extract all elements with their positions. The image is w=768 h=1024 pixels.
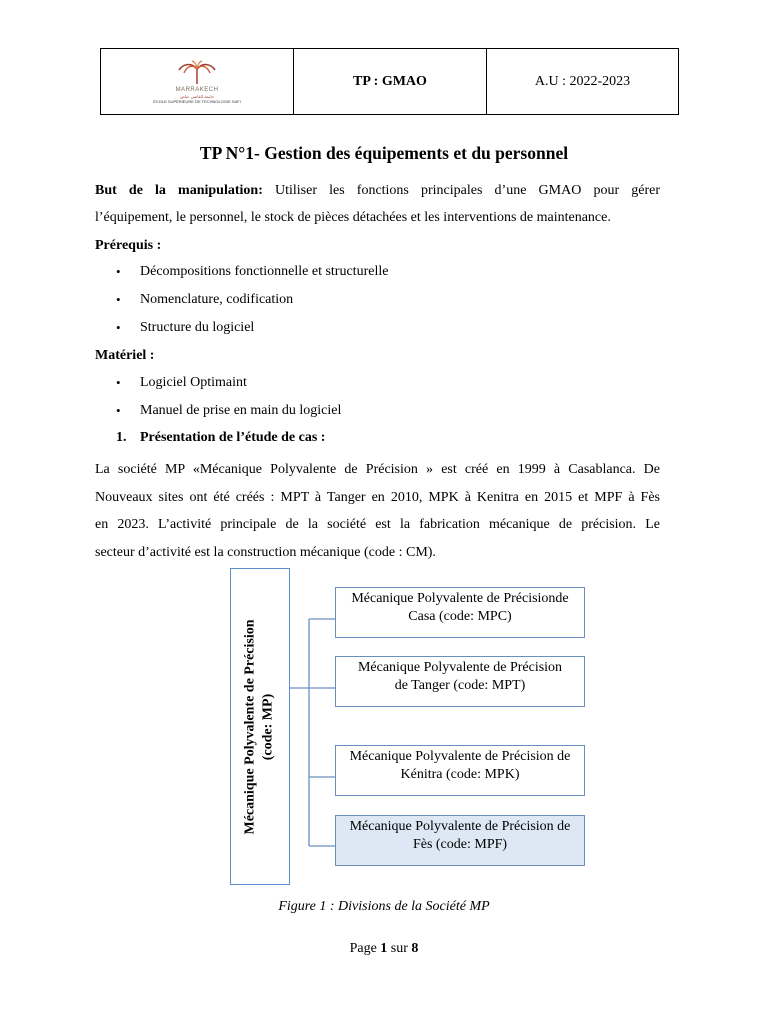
- diagram-node-mpt: [335, 656, 585, 707]
- goal-line-1: [95, 177, 660, 205]
- page-footer: [0, 941, 768, 957]
- header-year: A.U : 2022-2023: [534, 73, 631, 89]
- case-line-3: en 2023. L’activité principale de la société est la fabrication mécanique de précision. Le: [95, 517, 660, 532]
- case-line-4: secteur d’activité est la construction mécanique (code : CM).: [95, 545, 436, 560]
- goal-text-1: Utiliser les fonctions principales d’une GMAO pour gérer: [274, 183, 660, 198]
- logo-line-arabic: جامعة القاضي عياض: [179, 93, 215, 99]
- footer-page-number: 1: [380, 941, 388, 956]
- node-line: Mécanique Polyvalente de Précisionde: [351, 591, 569, 606]
- materials-list: [95, 369, 660, 425]
- materials-label: Matériel :: [95, 348, 155, 363]
- case-line-2: Nouveaux sites ont été créés : MPT à Tanger en 2010, MPK à Kenitra en 2015 et MPF à Fès: [95, 490, 660, 505]
- prerequisites-label: Prérequis :: [95, 238, 162, 253]
- diagram-root-box: [230, 568, 290, 885]
- footer-page-word: Page: [349, 941, 377, 956]
- node-line: Mécanique Polyvalente de Précision de: [349, 749, 571, 764]
- document-title: TP N°1- Gestion des équipements et du personnel: [199, 143, 569, 163]
- diagram-node-mpk: [335, 745, 585, 796]
- figure-caption: Figure 1 : Divisions de la Société MP: [278, 899, 490, 914]
- case-line-1: La société MP «Mécanique Polyvalente de Précision » est créé en 1999 à Casablanca. De: [95, 462, 660, 477]
- node-line: de Tanger (code: MPT): [394, 678, 526, 693]
- diagram-node-mpc: [335, 587, 585, 638]
- header-title: TP : GMAO: [294, 49, 487, 114]
- logo-line-school: ÉCOLE SUPÉRIEURE DE TECHNOLOGIE SAFI: [153, 98, 241, 104]
- diagram-node-mpf: [335, 815, 585, 866]
- school-logo: [153, 60, 241, 104]
- list-item: • Nomenclature, codification: [95, 286, 660, 314]
- footer-of-word: sur: [390, 941, 408, 956]
- root-label-line-2: (code: MP): [261, 693, 276, 760]
- node-line: Kénitra (code: MPK): [400, 767, 520, 782]
- section-number: 1.: [116, 430, 127, 445]
- node-line: Mécanique Polyvalente de Précision de: [349, 819, 571, 834]
- logo-cell: [101, 49, 294, 114]
- node-line: Mécanique Polyvalente de Précision: [357, 660, 563, 675]
- list-item: • Logiciel Optimaint: [95, 369, 660, 397]
- section-heading: [116, 428, 325, 448]
- section-title: Présentation de l’étude de cas :: [140, 430, 326, 445]
- header-table: [100, 48, 679, 115]
- list-item: • Manuel de prise en main du logiciel: [95, 397, 660, 425]
- root-label-line-1: Mécanique Polyvalente de Précision: [243, 618, 258, 835]
- node-line: Casa (code: MPC): [408, 609, 512, 624]
- palm-logo-icon: [177, 60, 217, 86]
- goal-line-2: l’équipement, le personnel, le stock de pièces détachées et les interventions de maintenance.: [95, 210, 611, 225]
- prerequisites-list: [95, 258, 660, 342]
- logo-name: MARRAKECH: [175, 86, 219, 93]
- footer-total-pages: 8: [411, 941, 419, 956]
- diagram-root-label: [242, 619, 278, 834]
- list-item: • Structure du logiciel: [95, 314, 660, 342]
- goal-label: But de la manipulation:: [95, 183, 263, 198]
- list-item: • Décompositions fonctionnelle et structurelle: [95, 258, 660, 286]
- node-line: Fès (code: MPF): [412, 837, 508, 852]
